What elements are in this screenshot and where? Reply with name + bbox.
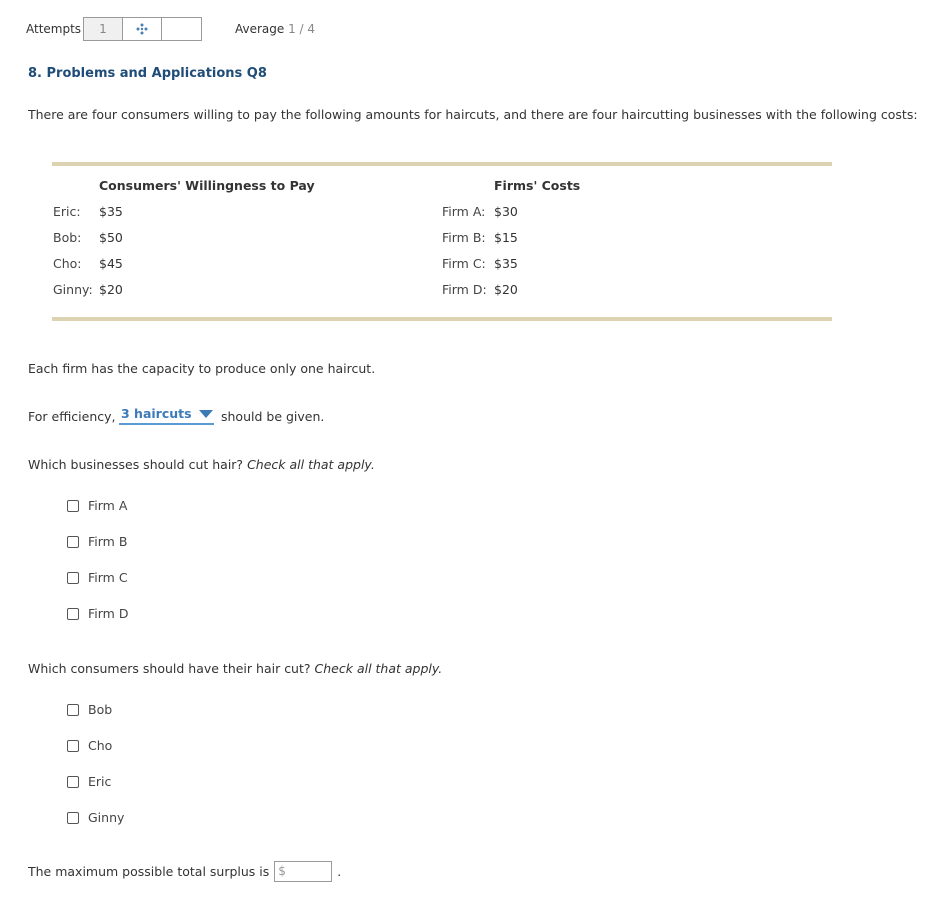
checkbox-label: Ginny bbox=[88, 810, 125, 825]
consumers-header: Consumers' Willingness to Pay bbox=[99, 178, 315, 193]
checkbox-label: Firm C bbox=[88, 570, 128, 585]
checkbox[interactable] bbox=[67, 740, 79, 752]
checkbox-label: Firm D bbox=[88, 606, 129, 621]
checkbox[interactable] bbox=[67, 704, 79, 716]
question-intro: There are four consumers willing to pay the following amounts for haircuts, and there are four haircutting businesses with the following costs: bbox=[28, 107, 918, 122]
average-value: 1 / 4 bbox=[288, 22, 316, 36]
average-score bbox=[235, 22, 315, 36]
checkbox[interactable] bbox=[67, 500, 79, 512]
attempt-dots-icon[interactable] bbox=[122, 17, 162, 41]
consumers-question bbox=[28, 661, 442, 676]
firm-name: Firm D: bbox=[442, 282, 487, 297]
surplus-end: . bbox=[337, 864, 342, 879]
checkbox-eric[interactable] bbox=[67, 774, 111, 789]
checkbox[interactable] bbox=[67, 536, 79, 548]
consumer-value: $35 bbox=[99, 204, 123, 219]
firm-name: Firm C: bbox=[442, 256, 486, 271]
checkbox[interactable] bbox=[67, 608, 79, 620]
consumer-value: $45 bbox=[99, 256, 123, 271]
consumer-name: Ginny: bbox=[53, 282, 93, 297]
firms-question-hint: Check all that apply. bbox=[247, 457, 375, 472]
firm-cost: $35 bbox=[494, 256, 518, 271]
checkbox-firm-b[interactable] bbox=[67, 534, 127, 549]
attempt-slot bbox=[161, 17, 202, 41]
checkbox-label: Firm A bbox=[88, 498, 128, 513]
average-label: Average bbox=[235, 22, 285, 36]
surplus-row bbox=[28, 861, 341, 882]
attempts-label: Attempts bbox=[26, 22, 82, 36]
checkbox-cho[interactable] bbox=[67, 738, 112, 753]
surplus-label: The maximum possible total surplus is bbox=[28, 864, 270, 879]
firm-cost: $20 bbox=[494, 282, 518, 297]
checkbox[interactable] bbox=[67, 776, 79, 788]
table-top-rule bbox=[52, 162, 832, 166]
checkbox-firm-a[interactable] bbox=[67, 498, 127, 513]
table-bottom-rule bbox=[52, 317, 832, 321]
efficiency-suffix: should be given. bbox=[221, 409, 325, 424]
firms-question bbox=[28, 457, 375, 472]
checkbox-bob[interactable] bbox=[67, 702, 112, 717]
firms-header: Firms' Costs bbox=[494, 178, 581, 193]
question-title: 8. Problems and Applications Q8 bbox=[28, 66, 267, 81]
efficiency-prefix: For efficiency, bbox=[28, 409, 116, 424]
dropdown-selected-value: 3 haircuts bbox=[121, 406, 192, 421]
checkbox-label: Eric bbox=[88, 774, 112, 789]
chevron-down-icon bbox=[199, 410, 213, 418]
checkbox[interactable] bbox=[67, 572, 79, 584]
attempts-count: 1 bbox=[83, 17, 123, 41]
checkbox[interactable] bbox=[67, 812, 79, 824]
haircuts-dropdown[interactable] bbox=[119, 404, 214, 425]
checkbox-firm-c[interactable] bbox=[67, 570, 128, 585]
firm-cost: $15 bbox=[494, 230, 518, 245]
consumer-value: $50 bbox=[99, 230, 123, 245]
consumer-name: Eric: bbox=[53, 204, 81, 219]
consumers-question-hint: Check all that apply. bbox=[314, 661, 443, 676]
checkbox-ginny[interactable] bbox=[67, 810, 124, 825]
surplus-placeholder: $ bbox=[278, 864, 286, 878]
firm-name: Firm A: bbox=[442, 204, 486, 219]
checkbox-firm-d[interactable] bbox=[67, 606, 128, 621]
capacity-text: Each firm has the capacity to produce only one haircut. bbox=[28, 361, 376, 376]
firms-question-prompt: Which businesses should cut hair? bbox=[28, 457, 244, 472]
surplus-input[interactable] bbox=[274, 861, 332, 882]
firm-name: Firm B: bbox=[442, 230, 486, 245]
consumers-question-prompt: Which consumers should have their hair cut? bbox=[28, 661, 311, 676]
checkbox-label: Bob bbox=[88, 702, 113, 717]
consumer-name: Bob: bbox=[53, 230, 82, 245]
consumer-value: $20 bbox=[99, 282, 123, 297]
checkbox-label: Cho bbox=[88, 738, 113, 753]
checkbox-label: Firm B bbox=[88, 534, 128, 549]
consumer-name: Cho: bbox=[53, 256, 82, 271]
firm-cost: $30 bbox=[494, 204, 518, 219]
